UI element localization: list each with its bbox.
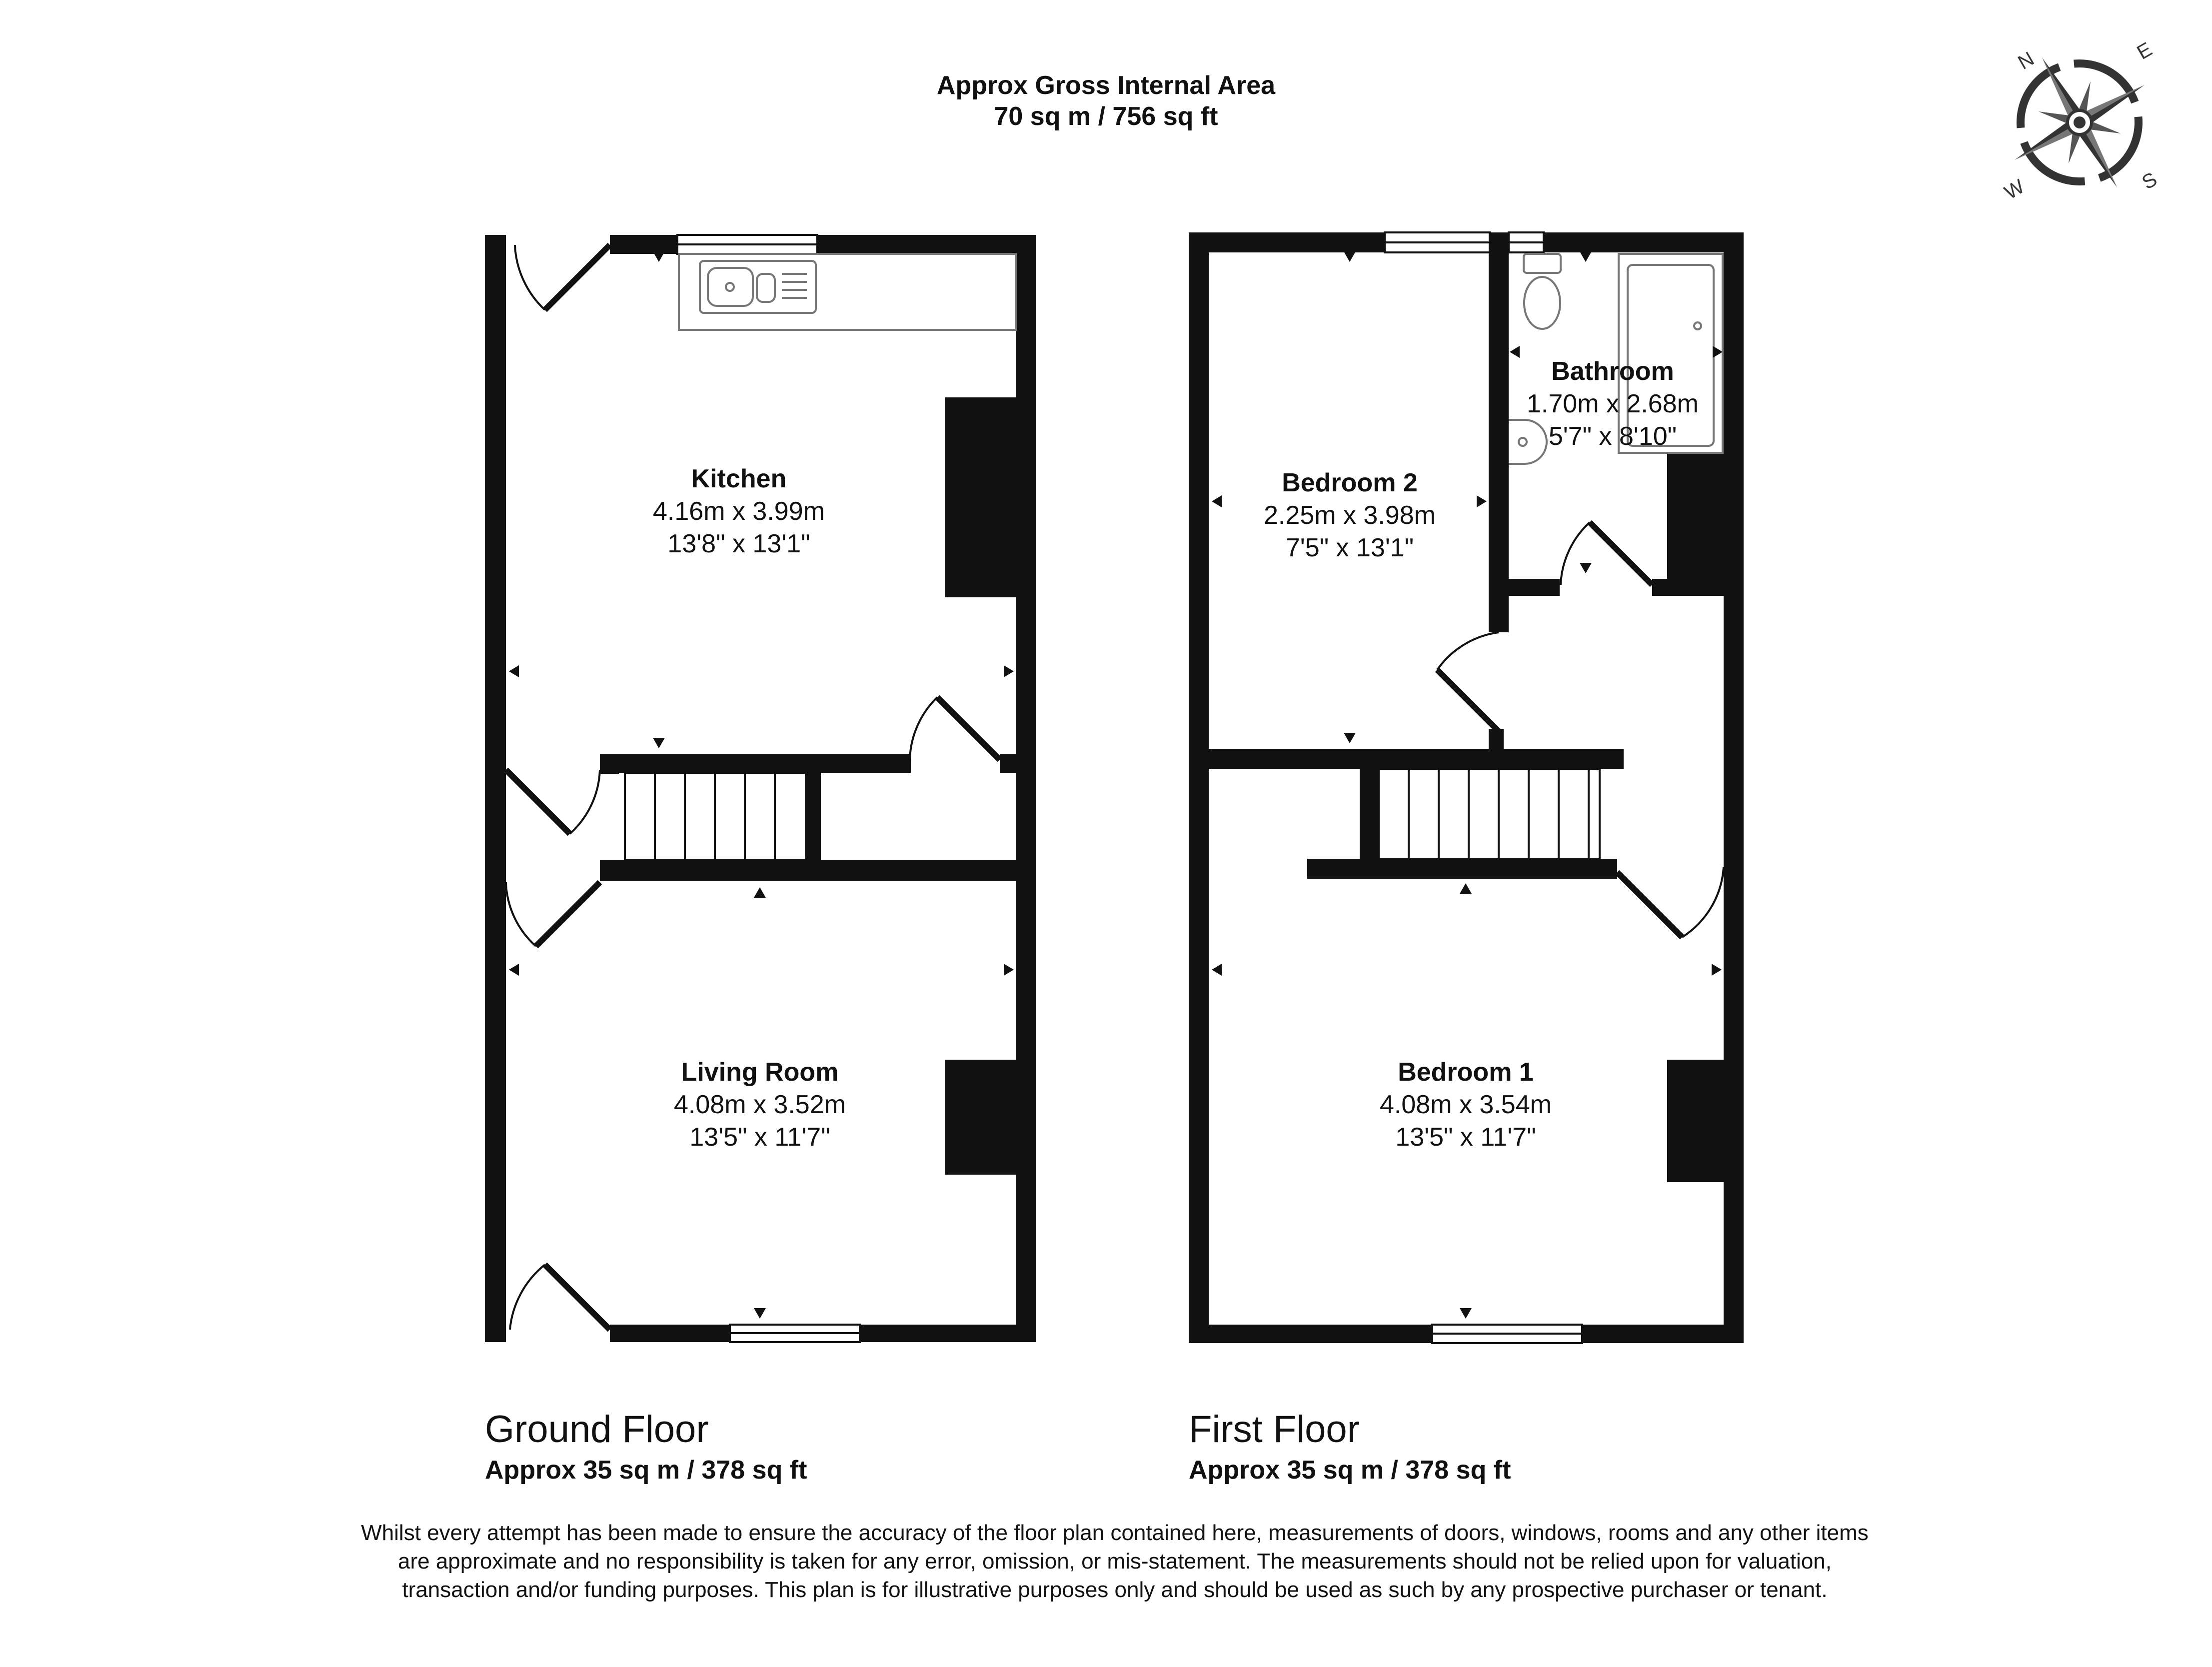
disclaimer-text: Whilst every attempt has been made to ensure the accuracy of the floor plan contained here, measurements of doors, windows, rooms and any other items are approximate and no responsibility is taken for any error, omission, or mis-statement. The measurements should not be relied upon for valuation, transaction and/or funding purposes. This plan is for illustrative purposes only and should be used as such by any prospective purchaser or tenant. (361, 1521, 1869, 1602)
first-floor-caption (1189, 1407, 1511, 1486)
washbasin-icon (1509, 420, 1547, 464)
first-staircase (1379, 769, 1600, 859)
compass-s-label: S (2138, 168, 2161, 194)
ground-floor-area: Approx 35 sq m / 378 sq ft (485, 1456, 807, 1485)
first-east-wall (1724, 232, 1744, 1343)
bedroom2-east-wall (1489, 232, 1509, 632)
gross-area-value: 70 sq m / 756 sq ft (994, 102, 1218, 131)
stairs-east-wall (806, 770, 821, 865)
bedroom1-door (1617, 867, 1724, 937)
kitchen-chimney-breast (945, 397, 1016, 597)
kitchen-lobby-door (910, 697, 1000, 763)
bedroom1-chimney (1667, 1060, 1724, 1182)
kitchen-name: Kitchen (691, 464, 787, 493)
living-room-imperial: 13'5" x 11'7" (689, 1123, 830, 1152)
bathroom-south-wall-right (1652, 579, 1727, 596)
ground-north-wall (610, 235, 1036, 254)
bathroom-imperial: 5'7" x 8'10" (1548, 422, 1677, 451)
stairs-north-wall (600, 754, 911, 773)
ground-doors (506, 245, 1000, 1330)
living-hall-door (506, 882, 600, 946)
understairs-door (506, 770, 600, 834)
front-door (510, 1265, 610, 1330)
ground-east-wall (1016, 235, 1036, 1342)
kitchen-metric: 4.16m x 3.99m (653, 497, 825, 526)
ground-floor-plan (485, 235, 1036, 1342)
stairs-foot-wall (1307, 859, 1617, 879)
bedroom1-metric: 4.08m x 3.54m (1380, 1090, 1552, 1119)
ground-floor-caption (485, 1407, 807, 1486)
first-west-wall (1189, 232, 1209, 1343)
bathroom-south-wall-left (1505, 579, 1560, 596)
stairs-west-wall (600, 754, 619, 774)
kitchen-door-jamb (1000, 754, 1020, 773)
bathroom-name: Bathroom (1551, 357, 1674, 386)
first-floor-name: First Floor (1189, 1408, 1360, 1451)
bedroom1-imperial: 13'5" x 11'7" (1395, 1123, 1536, 1152)
compass-e-label: E (2133, 38, 2156, 64)
ground-floor-name: Ground Floor (485, 1408, 709, 1451)
bedroom1-name: Bedroom 1 (1398, 1058, 1534, 1087)
compass-w-label: W (2001, 175, 2029, 204)
first-floor-area: Approx 35 sq m / 378 sq ft (1189, 1456, 1511, 1485)
bedroom2-imperial: 7'5" x 13'1" (1285, 533, 1414, 562)
first-floor-plan (1189, 232, 1744, 1343)
bathroom-metric: 1.70m x 2.68m (1527, 389, 1699, 418)
bedroom2-south-wall (1189, 749, 1624, 769)
bathroom-chimney (1667, 454, 1724, 579)
living-room-metric: 4.08m x 3.52m (674, 1090, 846, 1119)
kitchen-worktop (679, 254, 1016, 330)
compass-n-label: N (2014, 47, 2038, 74)
ground-dimension-arrows (509, 251, 1014, 1319)
bedroom2-name: Bedroom 2 (1282, 468, 1418, 497)
bathroom-door (1561, 522, 1652, 585)
kitchen-imperial: 13'8" x 13'1" (667, 529, 810, 558)
living-room-name: Living Room (681, 1058, 839, 1087)
bedroom2-metric: 2.25m x 3.98m (1264, 501, 1436, 530)
living-chimney-breast (945, 1060, 1016, 1175)
kitchen-back-door (515, 245, 610, 310)
ground-staircase (625, 773, 806, 860)
ground-west-wall (485, 235, 506, 1342)
bedroom2-door (1437, 632, 1500, 732)
toilet-icon (1524, 254, 1561, 329)
gross-area-title: Approx Gross Internal Area (936, 71, 1276, 100)
